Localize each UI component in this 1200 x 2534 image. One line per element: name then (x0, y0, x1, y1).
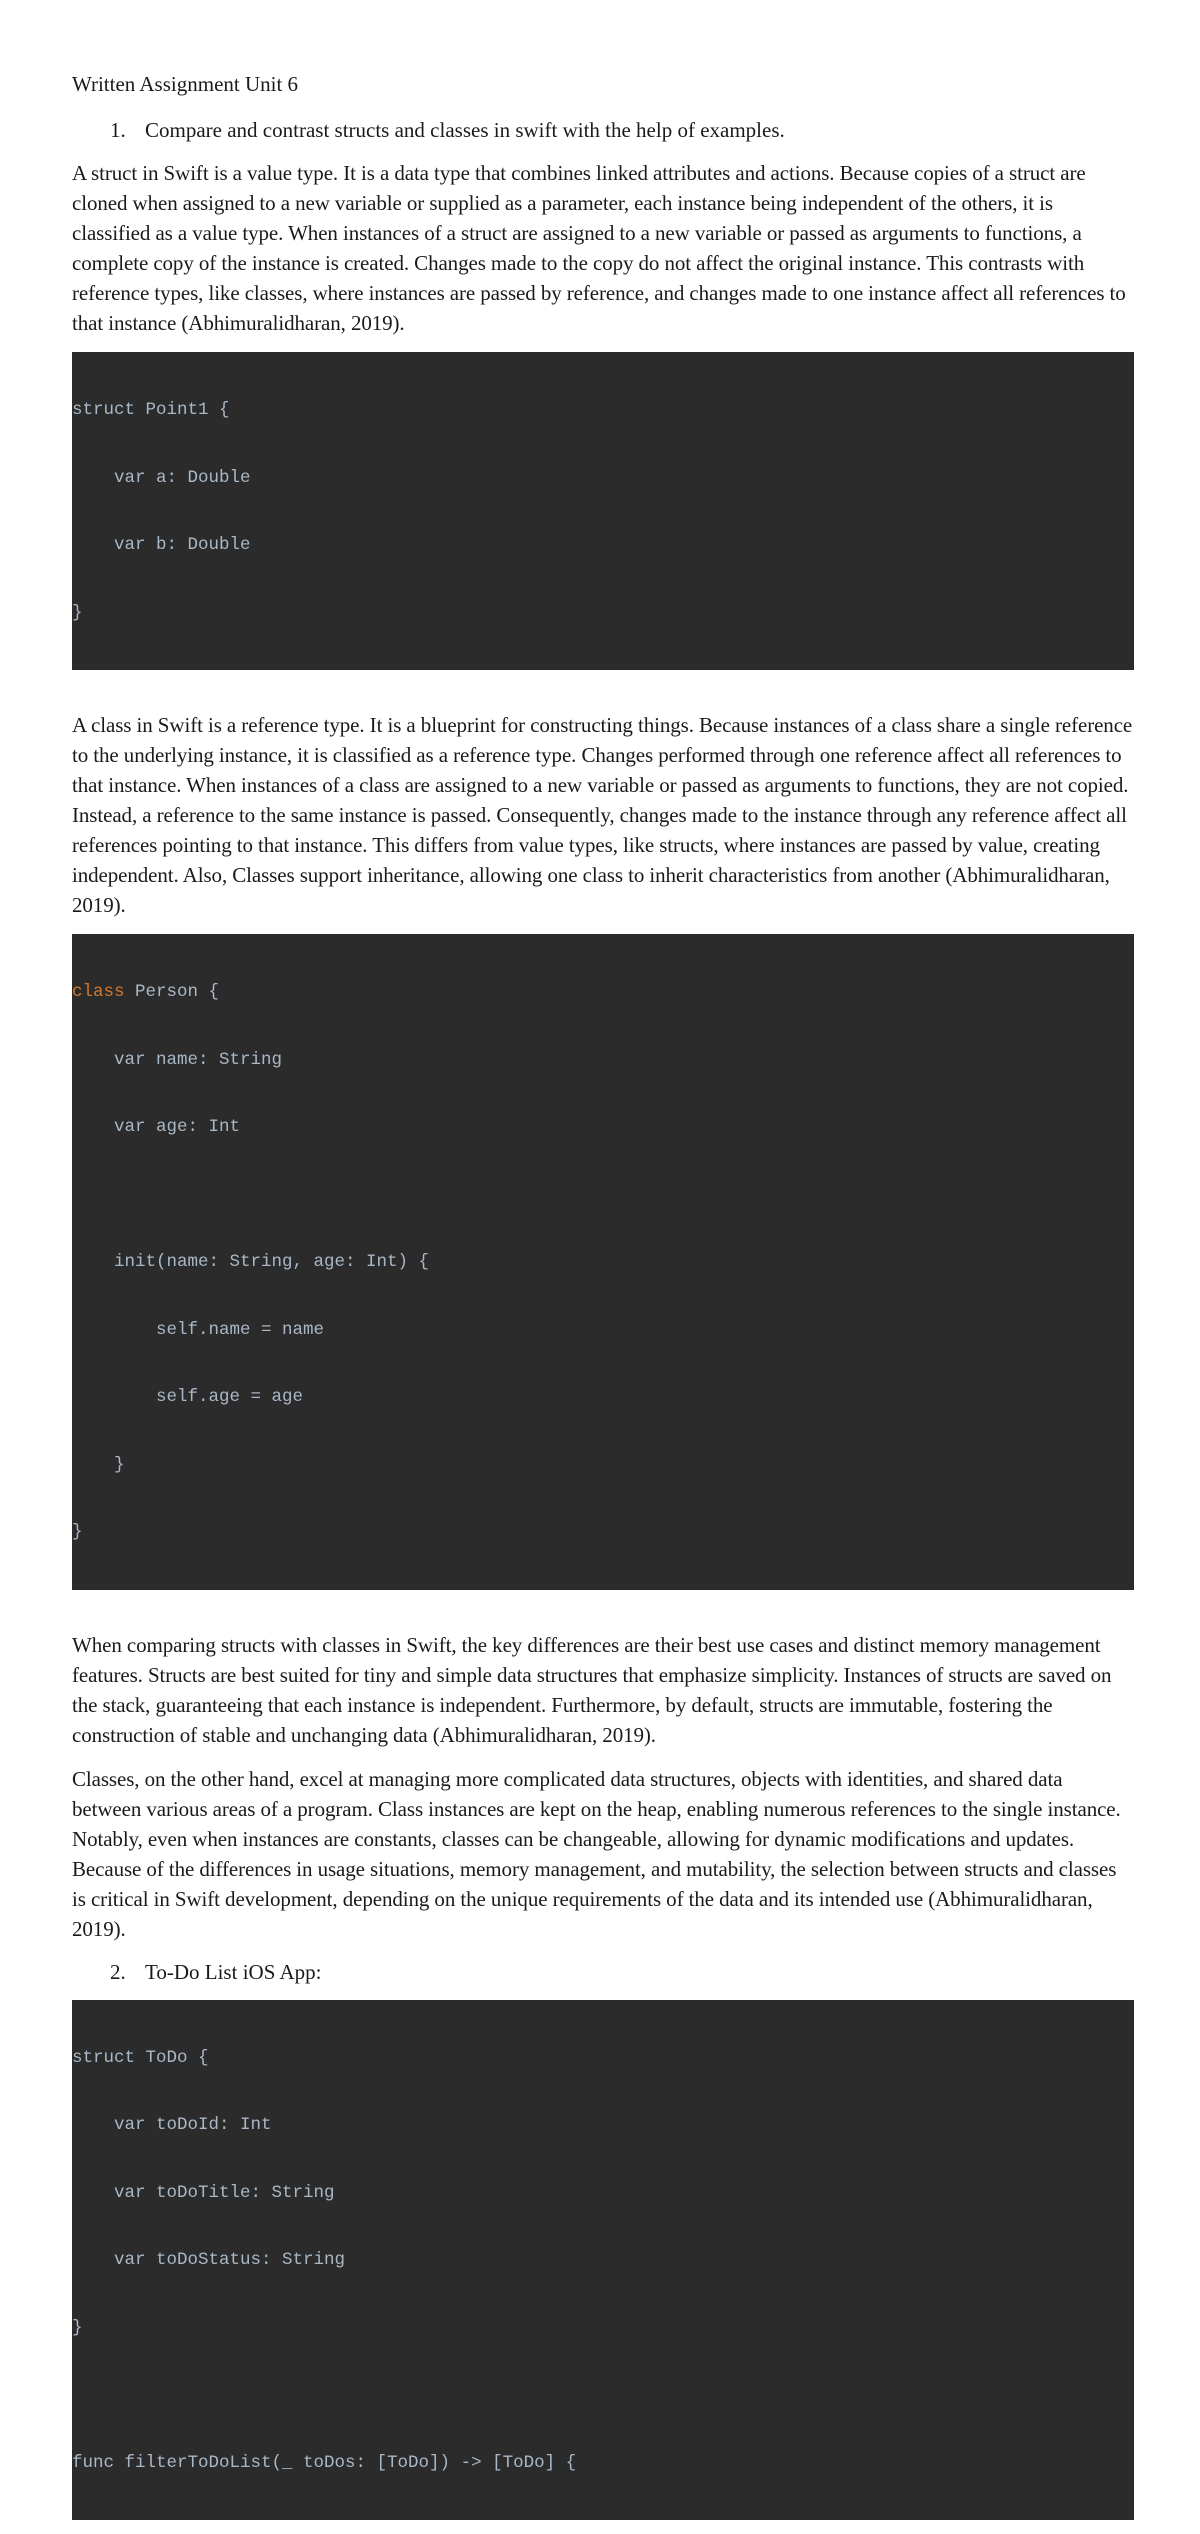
code-line: } (72, 1522, 83, 1542)
code-line (72, 981, 1134, 1004)
code-line: var b: Double (72, 535, 251, 555)
code-block-class (72, 934, 1134, 1590)
question-1-text: Compare and contrast structs and classes in swift with the help of examples. (145, 118, 785, 142)
question-2-number: 2. (110, 1959, 126, 1984)
code-line: struct ToDo { (72, 2047, 209, 2068)
code-line: } (72, 602, 83, 623)
code-line: } (72, 1454, 125, 1475)
code-line: var age: Int (72, 1117, 241, 1137)
code-line: var name: String (72, 1049, 283, 1070)
code-text: Person { (124, 982, 220, 1002)
code-line: init(name: String, age: Int) { (72, 1252, 430, 1272)
question-2-text: To-Do List iOS App: (145, 1959, 322, 1984)
code-line: struct Point1 { (72, 400, 230, 420)
code-line: var toDoTitle: String (72, 2182, 335, 2203)
paragraph-classes: Classes, on the other hand, excel at managing more complicated data structures, objects with identities, and shared data between various areas of a program. Class instances are kept on the heap, enabling numerous references to the single instance. Notably, even when instances are constants, classes can be changeable, allowing for dynamic modifications and updates. Because of the differences in usage situations, memory management, and mutability, the selection between structs and classes is critical in Swift development, depending on the unique requirements of the data and its intended use (Abhimuralidharan, 2019). (72, 1766, 1121, 1941)
document-page (72, 70, 1134, 2534)
code-line: } (72, 2317, 83, 2338)
code-line (72, 1184, 1134, 1207)
question-1 (72, 116, 1134, 144)
question-2 (72, 1958, 1134, 1986)
code-line: var toDoId: Int (72, 2115, 272, 2135)
paragraph-struct: A struct in Swift is a value type. It is a data type that combines linked attributes and actions. Because copies of a struct are cloned when assigned to a new variable or supplied as a parameter, each instance being independent of the others, it is classified as a value type. When instances of a struct are assigned to a new variable or passed as arguments to functions, a complete copy of the instance is created. Changes made to the copy do not affect the original instance. This contrasts with reference types, like classes, where instances are passed by reference, and changes made to one instance affect all references to that instance (Abhimuralidharan, 2019). (72, 161, 1126, 335)
code-line: var toDoStatus: String (72, 2250, 346, 2270)
paragraph-comparison: When comparing structs with classes in Swift, the key differences are their best use cases and distinct memory management features. Structs are best suited for tiny and simple data structures that emphasize simplicity. Instances of structs are saved on the stack, guaranteeing that each instance is independent. Furthermore, by default, structs are immutable, fostering the construction of stable and unchanging data (Abhimuralidharan, 2019). (72, 1632, 1112, 1747)
code-line: self.name = name (72, 1319, 325, 1340)
question-1-number: 1. (110, 118, 126, 142)
code-line: self.age = age (72, 1387, 304, 1407)
code-line: func filterToDoList(_ toDos: [ToDo]) -> [ToDo] { (72, 2452, 577, 2473)
code-line (72, 2384, 1134, 2407)
code-line: var a: Double (72, 467, 251, 488)
document-title: Written Assignment Unit 6 (72, 72, 299, 96)
code-block-struct (72, 352, 1134, 670)
paragraph-class: A class in Swift is a reference type. It is a blueprint for constructing things. Because instances of a class share a single reference to the underlying instance, it is classified as a reference type. Changes performed through one reference affect all references to that instance. When instances of a class are assigned to a new variable or passed as arguments to functions, they are not copied. Instead, a reference to the same instance is passed. Consequently, changes made to the instance through any reference affect all references pointing to that instance. This differs from value types, like structs, where instances are passed by value, creating independent. Also, Classes support inheritance, allowing one class to inherit characteristics from another (Abhimuralidharan, 2019). (72, 713, 1133, 917)
code-keyword: class (72, 982, 125, 1002)
code-block-todo (72, 2000, 1134, 2521)
